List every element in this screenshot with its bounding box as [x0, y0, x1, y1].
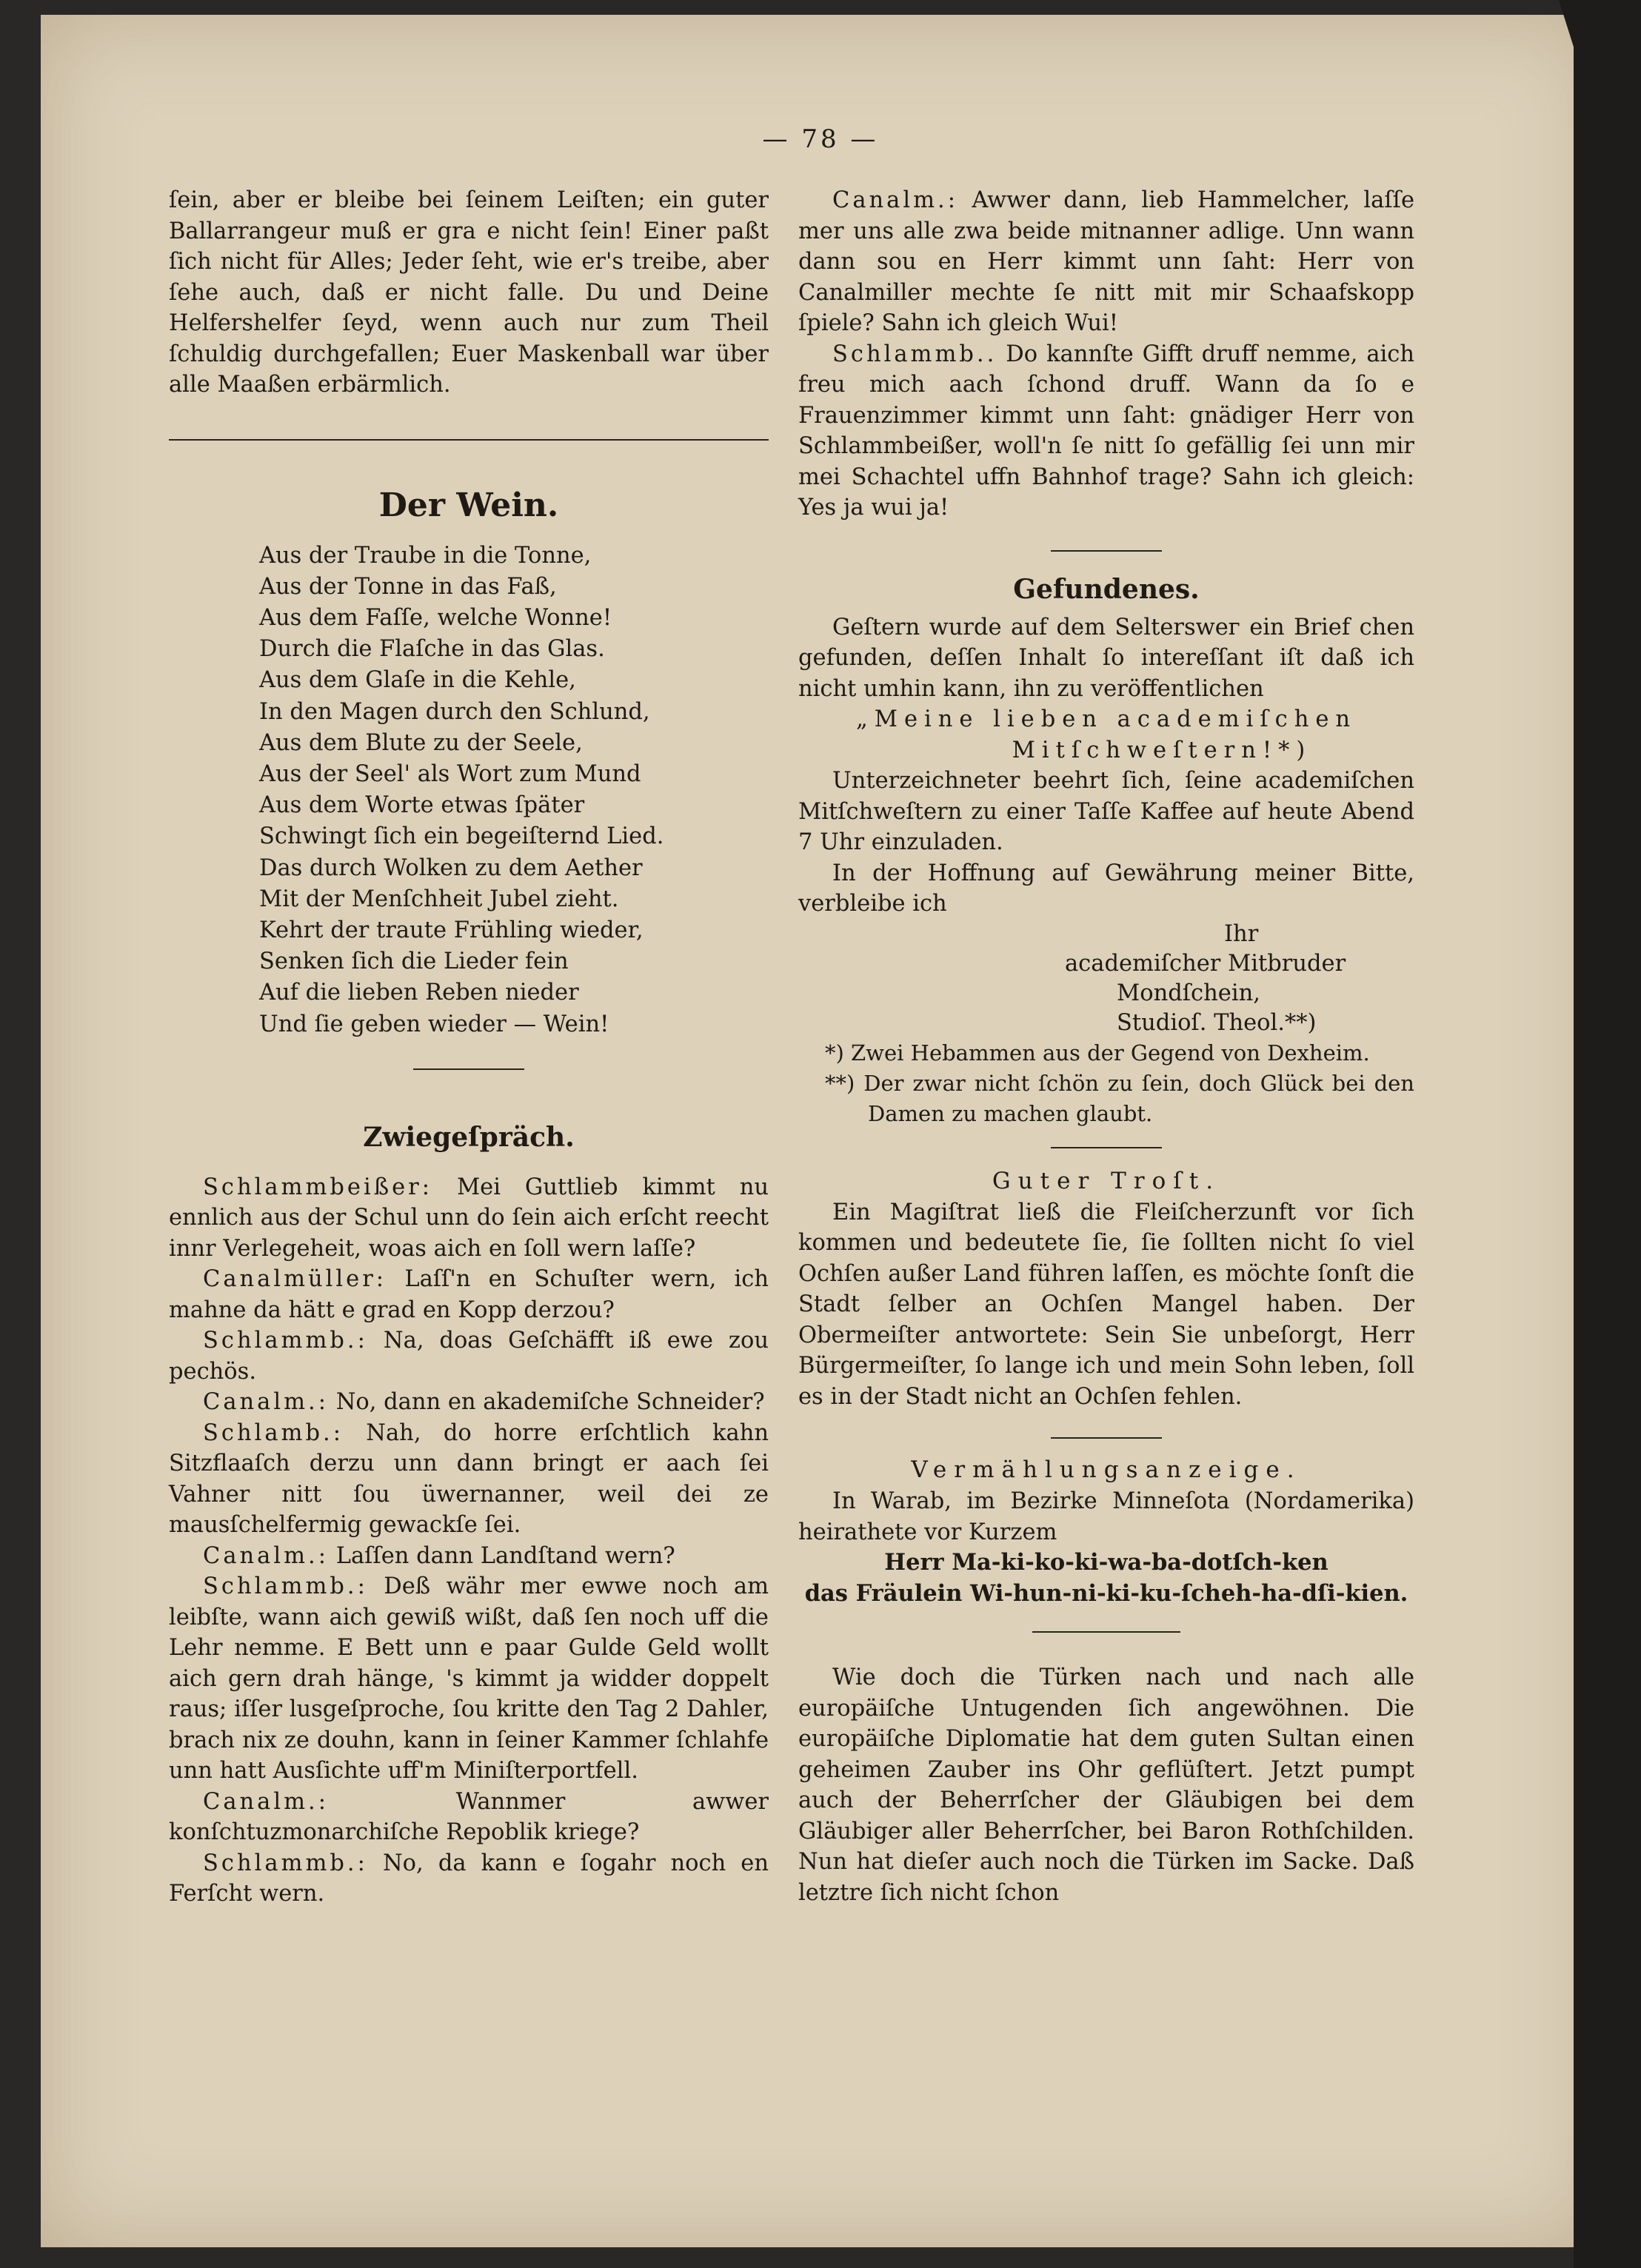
short-rule [1051, 1147, 1162, 1148]
poem-line: Aus der Tonne in das Faß, [259, 573, 557, 600]
poem-line: Aus dem Worte etwas ſpäter [259, 792, 585, 819]
short-rule [413, 1068, 524, 1070]
dialog-entry: Canalm.: Wannmer awwer konſchtuzmonarchiſche Repoblik kriege? [169, 1788, 769, 1846]
letter-salutation-2: Mitſchweſtern!*) [1012, 737, 1312, 763]
signature-line: Mondſchein, [1117, 980, 1260, 1006]
letter-closing: In der Hoffnung auf Gewährung meiner Bitte, verbleibe ich [798, 860, 1414, 917]
short-rule [1051, 1437, 1162, 1439]
found-title: Gefundenes. [1013, 573, 1200, 605]
page-number: — 78 — [762, 124, 879, 154]
poem-line: Aus dem Blute zu der Seele, [259, 729, 583, 756]
dialog-entry: Canalm.: Laſſen dann Landſtand wern? [203, 1542, 675, 1569]
footnote: **) Der zwar nicht ſchön zu ſein, doch Glück bei den Damen zu machen glaubt. [825, 1070, 1414, 1126]
poem-line: Aus der Seel' als Wort zum Mund [259, 760, 641, 787]
dialog-entry: Schlammb.: Deß währ mer ewwe noch am leibſte, wann aich gewiß wißt, daß ſen noch uff die Lehr nemme. E Bett unn e paar Gulde Geld wollt aich gern drah hänge, 's kimmt ja widder doppelt raus; iſſer lusgeſproche, ſou kritte den Tag 2 Dahler, brach nix ze douhn, kann in ſeiner Kammer ſchlahfe unn hatt Ausſichte uff'm Miniſterportfell. [169, 1573, 769, 1784]
trost-title: Guter Troſt. [992, 1167, 1221, 1194]
dialog-entry: Schlammb.. Do kannſte Gifft druff nemme, aich freu mich aach ſchond druff. Wann da ſo e Frauenzimmer kimmt unn ſaht: gnädiger Herr von Schlammbeißer, woll'n ſe nitt ſo gefällig ſei unn mir mei Schachtel uffn Bahnhof trage? Sahn ich gleich: Yes ja wui ja! [798, 341, 1414, 521]
footnote: *) Zwei Hebammen aus der Gegend von Dexheim. [825, 1040, 1370, 1066]
intro-paragraph: ſein, aber er bleibe bei ſeinem Leiſten; ein guter Ballarrangeur muß er gra e nicht ſein! Einer paßt ſich nicht für Alles; Jeder ſeht, wie er's treibe, aber ſehe auch, daß er nicht falle. Du und Deine Helfershelfer ſeyd, wenn auch nur zum Theil ſchuldig durchgefallen; Euer Maskenball war über alle Maaßen erbärmlich. [169, 187, 769, 398]
scan-background [1574, 0, 1641, 2268]
turks-paragraph: Wie doch die Türken nach und nach alle europäiſche Untugenden ſich angewöhnen. Die europäiſche Diplomatie hat dem guten Sultan einen geheimen Zauber ins Ohr geflüſtert. Jetzt pumpt auch der Beherrſcher der Gläubigen bei dem Gläubiger aller Beherrſcher, bei Baron Rothſchilden. Nun hat dieſer auch noch die Türken im Sacke. Daß letztre ſich nicht ſchon [798, 1665, 1414, 1906]
poem-line: Senken ſich die Lieder fein [259, 949, 569, 975]
poem-title: Der Wein. [378, 486, 559, 524]
dialog-entry: Canalm.: Awwer dann, lieb Hammelcher, laſſe mer uns alle zwa beide mitnanner adlige. Unn wann dann sou en Herr kimmt unn ſaht: Herr von Canalmiller mechte ſe nitt mit mir Schaafskopp ſpiele? Sahn ich gleich Wui! [798, 187, 1414, 336]
dialog-entry: Schlammbeißer: Mei Guttlieb kimmt nu ennlich aus der Schul unn do ſein aich erſcht reecht innr Verlegeheit, woas aich en ſoll wern laſſe? [169, 1174, 769, 1262]
dialog-title: Zwiegeſpräch. [363, 1121, 575, 1153]
section-rule [169, 439, 769, 441]
wedding-text: In Warab, im Bezirke Minneſota (Nordamerika) heirathete vor Kurzem [798, 1488, 1414, 1545]
signature-line: Studioſ. Theol.**) [1117, 1009, 1317, 1036]
letter-body: Unterzeichneter beehrt ſich, ſeine academiſchen Mitſchweſtern zu einer Taſſe Kaffee auf heute Abend 7 Uhr einzuladen. [798, 768, 1414, 855]
poem-line: Auf die lieben Reben nieder [259, 980, 579, 1006]
poem-line: Aus der Traube in die Tonne, [259, 542, 592, 569]
poem-line: Aus dem Faſſe, welche Wonne! [259, 604, 612, 631]
left-column [169, 185, 769, 1910]
bride-name: das Fräulein Wi-hun-ni-ki-ku-ſcheh-ha-dſi-kien. [804, 1579, 1408, 1607]
dialog-entry: Schlamb.: Nah, do horre erſchtlich kahn Sitzflaaſch derzu unn dann bringt er aach ſei Vahner nitt ſou üwernanner, weil dei ze mausſchelfermig gewackſe ſei. [169, 1419, 769, 1539]
poem-line: Und ſie geben wieder — Wein! [259, 1011, 609, 1037]
letter-salutation: „Meine lieben academiſchen [855, 706, 1357, 732]
dialog-entry: Schlammb.: Na, doas Geſchäfft iß ewe zou pechös. [169, 1328, 769, 1385]
found-intro: Geſtern wurde auf dem Selterswег ein Brief chen gefunden, deſſen Inhalt ſo intereſſant iſt daß ich nicht umhin kann, ihn zu veröffentlichen [798, 614, 1414, 702]
poem-line: Durch die Flaſche in das Glas. [259, 636, 605, 663]
torn-corner [1559, 0, 1603, 141]
poem-line: Das durch Wolken zu dem Aether [259, 854, 643, 881]
poem [169, 541, 769, 1040]
dialog-entry: Schlammb.: No, da kann e ſogahr noch en Ferſcht wern. [169, 1850, 769, 1907]
signature-line: academiſcher Mitbruder [1065, 950, 1346, 977]
poem-line: Kehrt der traute Frühling wieder, [259, 917, 644, 943]
short-rule [1032, 1631, 1180, 1633]
trost-text: Ein Magiſtrat ließ die Fleiſcherzunft vor ſich kommen und bedeutete ſie, ſie ſollten nicht ſo viel Ochſen außer Land führen laſſen, es möchte ſonſt die Stadt ſelber an Ochſen Mangel haben. Der Obermeiſter antwortete: Sein Sie unbeſorgt, Herr Bürgermeiſter, ſo lange ich und mein Sohn leben, ſoll es in der Stadt nicht an Ochſen fehlen. [798, 1199, 1414, 1410]
short-rule [1051, 550, 1162, 552]
poem-line: Aus dem Glaſe in die Kehle, [259, 667, 576, 694]
signature-line: Ihr [1224, 920, 1259, 947]
dialog [169, 1172, 769, 1910]
dialog-entry: Canalmüller: Laſſ'n en Schuſter wern, ich mahne da hätt e grad en Kopp derzou? [169, 1266, 769, 1323]
poem-line: Schwingt ſich ein begeiſternd Lied. [259, 823, 664, 850]
wedding-title: Vermählungsanzeige. [911, 1456, 1302, 1483]
poem-line: Mit der Menſchheit Jubel zieht. [259, 886, 619, 912]
right-column [798, 185, 1414, 1908]
poem-line: In den Magen durch den Schlund, [259, 698, 650, 725]
dialog-entry: Canalm.: No, dann en akademiſche Schneider? [203, 1389, 765, 1416]
groom-name: Herr Ma-ki-ko-ki-wa-ba-dotſch-ken [884, 1549, 1328, 1576]
